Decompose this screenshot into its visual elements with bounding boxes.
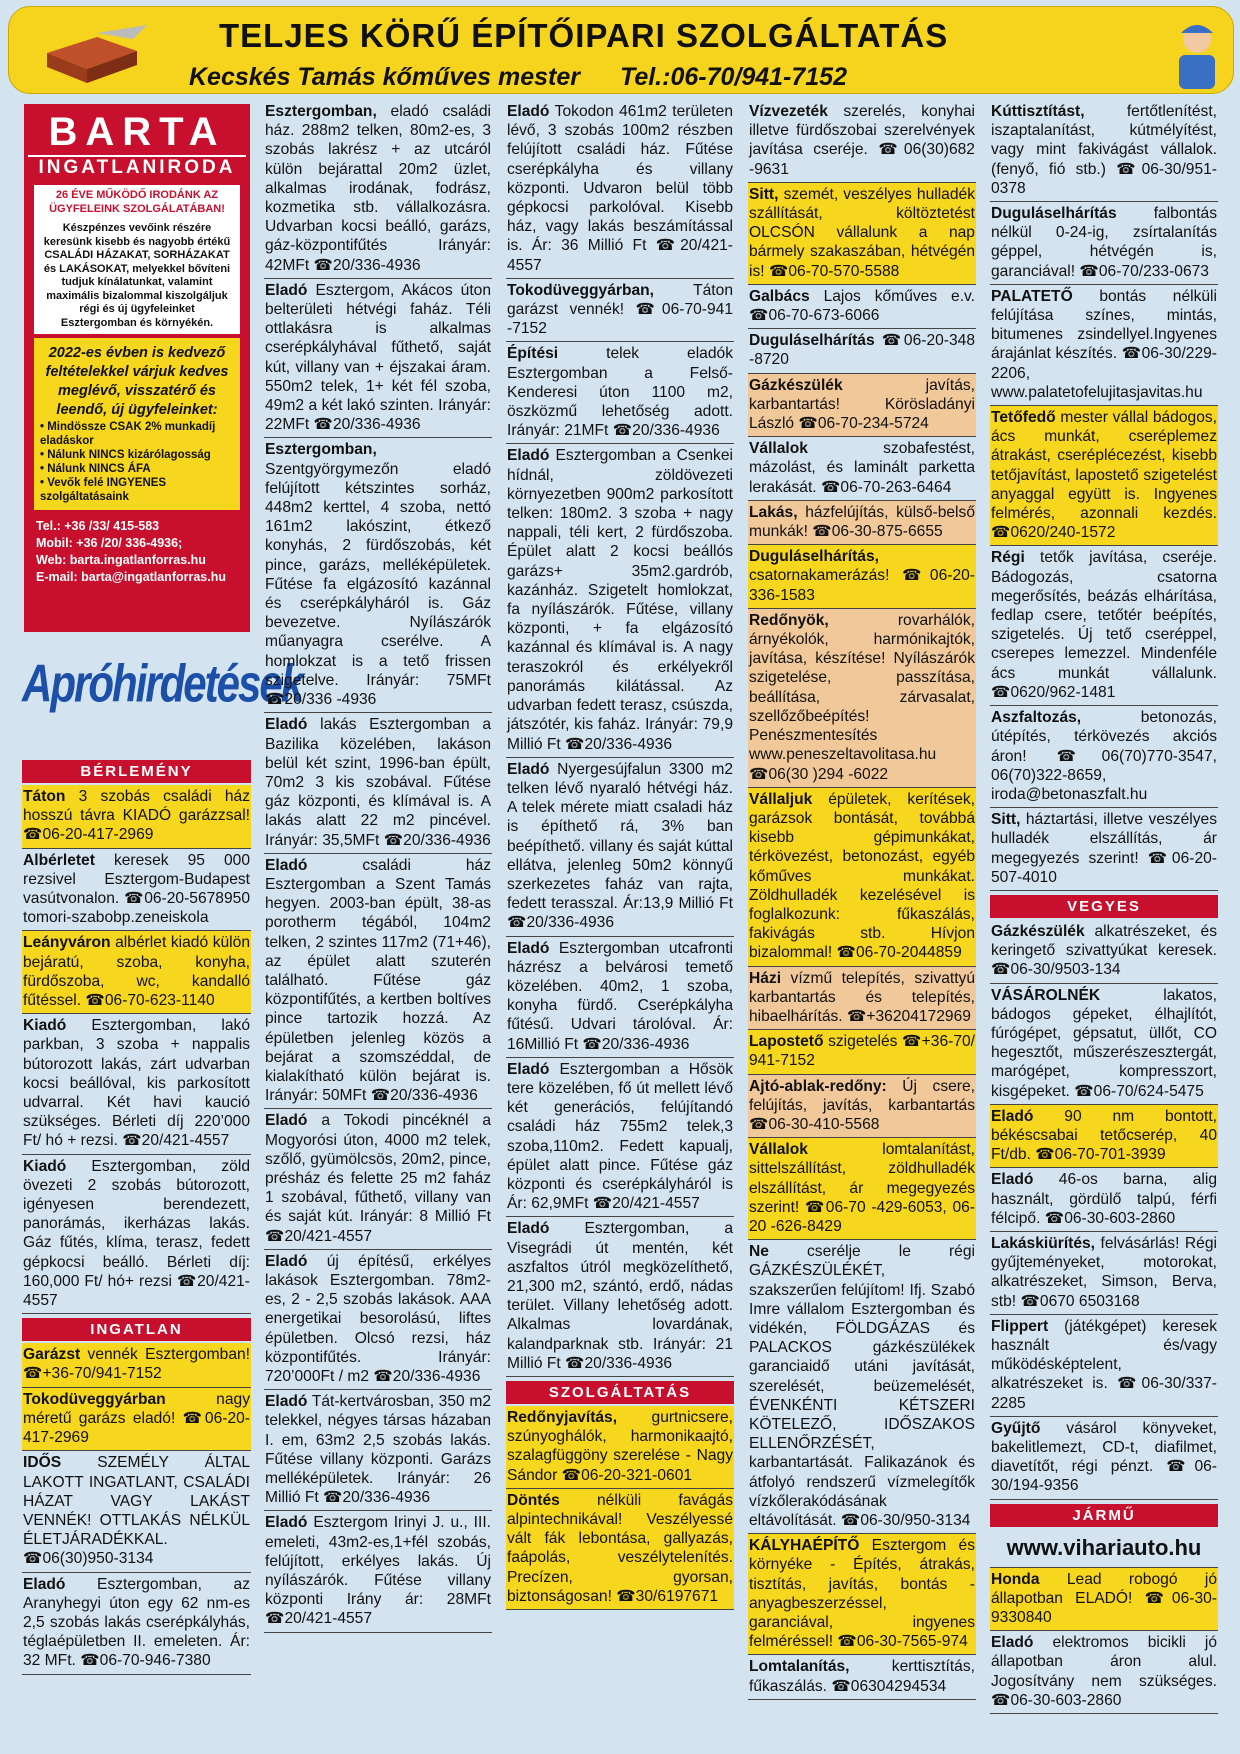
ad-text: szerelés, konyhai illetve fürdőszobai szerelvények javítása cseréje. <box>749 103 975 159</box>
ad-phone[interactable]: ☎ 06-70-673-6066 <box>749 307 879 324</box>
ad-keyword: Eladó <box>23 1575 66 1593</box>
ad-keyword: Sitt, <box>991 811 1021 829</box>
ad-phone[interactable]: ☎ 20/336 -4936 <box>265 691 376 708</box>
classified-ad <box>264 279 492 439</box>
ad-keyword: Kúttisztítást, <box>991 103 1085 120</box>
ad-keyword: Vállaljuk <box>749 790 813 808</box>
ad-keyword: Eladó <box>507 760 550 778</box>
ad-text: Nyergesújfalun 3300 m2 telken lévő nyaraló hétvégi ház. A telek mérete miatt csaladi ház is építhető rá, 3% ban beépíthető. villany és saját kúttal ellátva, jelenleg 50m2 könnyű szerkezetes faház van rajta, fedett terasszal. Ár:13,9 Millió Ft <box>507 760 733 913</box>
ad-keyword: Eladó <box>265 1393 308 1411</box>
ad-keyword: Esztergomban, <box>265 103 377 120</box>
classified-ad <box>506 100 734 279</box>
classified-ad <box>22 1573 251 1675</box>
barta-p3: 2022-es évben is kedvező feltételekkel várjuk kedves meglévő, visszatérő és leendő, új ügyfeleinket: <box>45 345 229 418</box>
ad-text: Esztergom Irinyi J. u., III. emeleti, 43m2-es,1+fél szobás, felújított, erkélyes lakás. Új nyílászárók. Fűtése villany központi Irány ár: 28MFt <box>265 1514 491 1609</box>
ad-phone[interactable]: ☎ 06(70)770-3547, 06(70)322-8659, iroda@betonaszfalt.hu <box>991 748 1217 803</box>
ad-phone[interactable]: ☎ 06-70-623-1140 <box>85 992 214 1009</box>
ad-phone[interactable]: ☎ 0620/240-1572 <box>991 524 1115 541</box>
ad-text: albérlet kiadó külön bejáratú, szoba, konyha, fürdőszoba, wc, kandalló fűtéssel. <box>23 934 250 1010</box>
barta-email[interactable]: E-mail: barta@ingatlanforras.hu <box>36 570 226 584</box>
ad-list <box>22 1343 251 1674</box>
ad-keyword: Sitt, <box>749 185 779 203</box>
ad-phone[interactable]: ☎ 06-30-603-2860 <box>1045 1210 1175 1227</box>
ad-keyword: Aszfaltozás, <box>991 709 1082 727</box>
classified-ad <box>506 1217 734 1377</box>
ad-phone[interactable]: ☎ 06(30)682 -9631 <box>749 141 975 177</box>
ad-text: Esztergomban a Hősök tere közelében, fő út mellett lévő két generációs, felújítandó családi ház 755m2 telek,3 szoba,110m2. Fedett kapualj, épület alatt pince. Fűtése gáz központi és cserépkályháról is Ár: 62,9MFt <box>507 1060 733 1213</box>
classified-ad <box>748 1138 976 1240</box>
ad-keyword: Honda <box>991 1570 1040 1588</box>
ad-text: 90 nm bontott, békéscsabai tetőcserép, 40 Ft/db. <box>991 1107 1217 1164</box>
barta-intro <box>34 185 240 334</box>
ad-keyword: Ajtó-ablak-redőny: <box>749 1077 887 1095</box>
ad-keyword: Ne <box>749 1243 769 1261</box>
ad-phone[interactable]: ☎ 06-70-941 -7152 <box>507 301 733 337</box>
ad-list <box>22 785 251 1314</box>
classified-ad <box>506 937 734 1058</box>
ad-phone[interactable]: ☎ 20/336-4936 <box>565 736 672 753</box>
classified-ad <box>506 279 734 343</box>
classified-ad <box>990 1315 1218 1417</box>
ad-keyword: Lakás, <box>749 503 798 521</box>
ad-phone[interactable]: ☎ 06-20-417-2969 <box>23 1410 250 1446</box>
classified-ad <box>748 967 976 1031</box>
classified-ad <box>748 1075 976 1139</box>
ad-text: csatornakamerázás! <box>749 567 903 585</box>
classified-ad <box>264 1250 492 1390</box>
ad-list <box>990 1568 1218 1714</box>
ad-phone[interactable]: ☎ 20/421-4557 <box>265 1228 372 1245</box>
ad-phone[interactable]: ☎ 06-30-410-5568 <box>749 1116 879 1133</box>
ad-text: épületek, kerítések, garázsok bontását, továbbá kisebb gépimunkákat, térkövezést, betonozást, egyéb kőműves munkákat. Zöldhulladék kezelésével is foglalkozunk: fűkaszálás, fakivágás stb. Hívjon bizalommal! <box>749 790 975 962</box>
ad-phone[interactable]: ☎ 06-30-9330840 <box>991 1590 1217 1626</box>
ad-phone[interactable]: ☎ 06304294534 <box>831 1678 946 1695</box>
ad-keyword: Albérletet <box>23 851 95 869</box>
ad-phone[interactable]: ☎ 20/336-4936 <box>314 257 421 274</box>
ad-text: Esztergomban, zöld övezeti 2 szobás bútorozott, igényesen berendezett, panorámás, ikerházas lakás. Gáz fűtés, klíma, terasz, fedett gépkocsi beálló. Bérleti díj: 160,000 Ft/ hó+ rezsi <box>23 1157 250 1290</box>
banner-subtitle <box>189 63 847 92</box>
barta-offer <box>34 338 240 510</box>
classified-ad <box>990 1631 1218 1714</box>
ad-text: házfelújítás, külső-belső munkák! <box>749 503 975 541</box>
section-berlemeny: BÉRLEMÉNY <box>22 760 251 783</box>
ad-keyword: Eladó <box>265 281 308 299</box>
ad-keyword: VÁSÁROLNÉK <box>991 986 1101 1004</box>
classified-ad <box>506 758 734 937</box>
worker-icon <box>1167 17 1227 91</box>
ad-phone[interactable]: ☎ 06-30/337-2285 <box>991 1375 1217 1411</box>
column-1 <box>22 756 251 1675</box>
ad-text: 3 szobás családi ház hosszú távra KIADÓ garázzsal! <box>23 788 250 825</box>
ad-text: Esztergomban, az Aranyhegyi úton egy 62 nm-es 2,5 szobás lakás cserépkályhás, téglaépületben II. emeleten. Ár: 32 MFt. <box>23 1575 250 1670</box>
classified-ad <box>990 706 1218 808</box>
ad-list <box>990 100 1218 891</box>
classified-ad <box>990 285 1218 406</box>
ad-phone[interactable]: ☎ 20/336-4936 <box>565 1355 672 1372</box>
ad-text: nagy méretű garázs eladó! <box>23 1390 250 1427</box>
ad-phone[interactable]: ☎ 06-20-348 -8720 <box>749 332 975 368</box>
ad-keyword: Eladó <box>507 1060 550 1078</box>
classified-ad <box>748 183 976 285</box>
ad-text: Tokodon 461m2 területen lévő, 3 szobás 100m2 részben felújított családi ház. Fűtése cserépkályha és villany központi. Udvaron belül több gépkocsi parkolóval. Kisebb ház, vagy lakás beszámítással is. Ár: 36 Millió Ft <box>507 103 733 255</box>
ad-text: Esztergomban, a Visegrádi út mentén, két aszfaltos útról megközelíthető, 21,300 m2, szántó, erdő, nádas terület. Villany lehetőség adott. Alkalmas lovardának, kalandparknak stb. Irányár: 21 Millió Ft <box>507 1220 733 1372</box>
ad-keyword: Gyűjtő <box>991 1419 1041 1437</box>
classified-ad <box>506 444 734 757</box>
barta-b1: • Mindössze CSAK 2% munkadíj eladáskor <box>40 421 216 447</box>
classified-ad <box>22 1014 251 1154</box>
ad-phone[interactable]: ☎ 06-70-946-7380 <box>80 1652 210 1669</box>
classified-ad <box>22 1451 251 1572</box>
ad-phone[interactable]: ☎ 20/336-4936 <box>613 422 720 439</box>
ad-keyword: Eladó <box>507 1220 550 1238</box>
classified-ad <box>22 1388 251 1452</box>
ad-phone[interactable]: ☎ 20/336-4936 <box>314 416 421 433</box>
ad-text: lomtalanítást, sittelszállítást, zöldhulladék elszállítást, ár megegyezés szerint! <box>749 1141 975 1216</box>
ad-phone[interactable]: ☎ 20/421-4557 <box>265 1610 372 1627</box>
ad-keyword: Eladó <box>991 1171 1034 1189</box>
ad-keyword: Esztergomban, <box>265 441 377 459</box>
ad-text: lakatos, bádogos gépeket, élhajlítót, fúrógépet, gépsatut, üllőt, CO hegesztőt, műszerészesztergát, marógépet, kompresszort, kisgépeket. <box>991 986 1217 1100</box>
ad-phone[interactable]: ☎ 06-20-336-1583 <box>749 567 975 603</box>
ad-text: alkatrészeket, és keringető szivattyúkat keresek. <box>991 922 1217 960</box>
ad-text: telek eladók Esztergomban a Felső-Kenderesi úton 1100 m2, öszközmű lehetőség adott. Irányár: 21MFt <box>507 345 733 440</box>
banner-title: TELJES KÖRŰ ÉPÍTŐIPARI SZOLGÁLTATÁS <box>219 17 949 54</box>
classified-ad <box>264 438 492 713</box>
classified-ad <box>22 1155 251 1315</box>
classified-ad <box>264 1511 492 1632</box>
column-3 <box>506 100 734 1610</box>
ad-keyword: Eladó <box>507 939 550 957</box>
ad-text: keresek 95 000 rezsivel Esztergom-Budapest vasútvonalon. <box>23 851 250 908</box>
classified-ad <box>990 202 1218 285</box>
ad-keyword: Galbács <box>749 287 810 305</box>
ad-text: vásárol könyveket, bakelitlemezt, CD-t, diafilmet, diavetítőt, régi pénzt. <box>991 1419 1217 1476</box>
ad-text: szobafestést, mázolást, és laminált parketta lerakását. <box>749 440 975 496</box>
ad-text: (játékgépet) keresek használt és/vagy működésképtelent, alkatrészeket is. <box>991 1317 1217 1393</box>
classified-ad <box>748 609 976 788</box>
ad-keyword: Tokodüveggyárban, <box>507 281 655 299</box>
ad-text: javítás, karbantartás! Körösladányi László <box>749 376 975 433</box>
column-4 <box>748 100 976 1700</box>
ad-phone[interactable]: ☎ 20/336-4936 <box>384 832 491 849</box>
ad-keyword: Duguláselhárítás <box>749 332 875 350</box>
ad-phone[interactable]: ☎ 06-30/951-0378 <box>991 161 1217 197</box>
ad-keyword: Eladó <box>991 1107 1034 1125</box>
ad-keyword: Táton <box>23 788 66 805</box>
ad-text: Esztergomban utcafronti házrész a belvárosi temető közelében. 40m2, 1 szoba, konyha fürdő. Cserépkályha fűtésű. Udvari tárolóval. Ár: 16Millió Ft <box>507 939 733 1053</box>
ad-text: a Tokodi pincéknél a Mogyorósi úton, 4000 m2 telek, szőlő, gyümölcsös, 20m2, pince, présház és felette 25 m2 faház 1 szobával, fűthető, villany van és saját kút. Irányár: 8 Millió Ft <box>265 1112 491 1226</box>
ad-phone[interactable]: ☎ 20/336-4936 <box>323 1489 430 1506</box>
ad-keyword: Vállalok <box>749 1141 808 1159</box>
ad-text: cserélje le régi GÁZKÉSZÜLÉKÉT, szakszerűen felújítom! Ifj. Szabó Imre vállalom Esztergomban és vidékén, FÖLDGÁZAS és PALACKOS gázkészülékek garanciaidő utáni javítását, szerelését, beüzemelését, ÉVENKÉNTI KÉTSZERI KÖTELEZŐ, IDŐSZAKOS ELLENŐRZÉSÉT, karbantartását. Falikazánok és átfolyó rendszerű vízmelegítők vízkőlerakódásának eltávolítását. <box>749 1243 975 1530</box>
classified-ad <box>990 1568 1218 1632</box>
ad-text: felvásárlás! Régi gyűjteményeket, motorokat, alkatrészeket, Simson, Berva, stb! <box>991 1234 1217 1310</box>
ad-keyword: Tetőfedő <box>991 409 1056 427</box>
classified-ad <box>990 1168 1218 1232</box>
barta-web[interactable]: Web: barta.ingatlanforras.hu <box>36 553 206 567</box>
ad-text: betonozás, útépítés, térkövezés akciós áron! <box>991 709 1217 765</box>
ad-phone[interactable]: ☎ 20/421-4557 <box>23 1273 250 1309</box>
ad-text: gurtnicsere, szúnyoghálók, harmonikaajtó, szalagfüggöny szerelése - Nagy Sándor <box>507 1409 733 1484</box>
classified-ad <box>264 1109 492 1249</box>
ad-phone[interactable]: ☎ +36204172969 <box>847 1008 971 1025</box>
classified-ad <box>748 545 976 609</box>
ad-phone[interactable]: ☎ 20/336-4936 <box>507 914 614 931</box>
ad-keyword: Kiadó <box>23 1157 67 1175</box>
classified-ad <box>748 437 976 501</box>
ad-keyword: Duguláselhárítás <box>991 205 1117 223</box>
section-szolgaltatas: SZOLGÁLTATÁS <box>506 1381 734 1404</box>
banner-name: Kecskés Tamás kőműves mester <box>189 63 580 91</box>
section-ingatlan: INGATLAN <box>22 1318 251 1341</box>
classified-ad <box>990 808 1218 891</box>
ad-phone[interactable]: ☎ 06-20-5678950 tomori-szabobp.zeneiskola <box>23 890 250 926</box>
ad-keyword: Építési <box>507 345 559 363</box>
ad-keyword: Eladó <box>507 103 550 120</box>
classified-ad <box>748 100 976 183</box>
classified-ad <box>22 785 251 849</box>
ad-text: bontás nélküli felújítása színes, mintás, bitumenes zsindellyel.Ingyenes árajánlat készítés. <box>991 287 1217 363</box>
barta-p1: 26 ÉVE MŰKÖDŐ IRODÁNK AZ ÜGYFELEINK SZOLGÁLATÁBAN! <box>49 189 225 215</box>
classified-ad <box>506 1406 734 1489</box>
ad-text: fertőtlenítést, iszaptalanítást, kútmélyítést, vagy mint fakivágást vállalok. (fenyő, fió stb.) <box>991 103 1217 178</box>
ad-text: háztartási, illetve veszélyes hulladék elszállítás, ár megegyezés szerint! <box>991 811 1217 867</box>
ad-list <box>990 920 1218 1500</box>
ad-text: nélküli favágás alpintechnikával! Veszélyessé vált fák lebontása, gallyazás, faápolás, veszélytelenítés. Precízen, gyorsan, biztonságosan! <box>507 1491 733 1605</box>
ad-keyword: Eladó <box>991 1634 1034 1652</box>
barta-b4: • Vevők felé INGYENES szolgáltatásaink <box>40 477 167 503</box>
ad-phone[interactable]: ☎ 06(30)950-3134 <box>23 1550 153 1567</box>
ad-phone[interactable]: ☎ 06-70-570-5588 <box>769 263 899 280</box>
ad-keyword: Eladó <box>265 856 308 874</box>
ad-keyword: Redőnyjavítás, <box>507 1409 618 1426</box>
ad-phone[interactable]: ☎ 06-70/233-0673 <box>1079 263 1209 280</box>
ad-phone[interactable]: ☎ 20/336-4936 <box>371 1087 478 1104</box>
ad-keyword: Eladó <box>265 1112 308 1130</box>
ad-list <box>506 100 734 1377</box>
ad-phone[interactable]: ☎ 20/421-4557 <box>593 1195 700 1212</box>
ad-keyword: PALATETŐ <box>991 287 1073 305</box>
ad-phone[interactable]: ☎ 06-30/950-3134 <box>841 1512 971 1529</box>
ad-phone[interactable]: ☎ 06-70-234-5724 <box>798 415 928 432</box>
ad-text: családi ház Esztergomban a Szent Tamás hegyen. 2003-ban épült, 38-as porotherm tégából, 104m2 telken, 2 szintes 117m2 (71+46), az épület alatt szuterén található. Fűtése gáz központifűtés, a kertben boltíves pince tartozik hozzá. Az épületben jelenleg közös a bejárat a szomszéddal, de kialakítható külön bejárat is. Irányár: 50MFt <box>265 856 491 1105</box>
ad-text: Esztergomban a Csenkei hídnál, zöldövezeti környezetben 900m2 parkosított telken: 180m2. 3 szoba + nagy nappali, téli kert, 2 fürdőszoba. Épület alatt 2 kocsi beállós garázs+ 35m2.gardrób, kazánház. Szigetelt homlokzat, fa nyílászárók. Fűtése, villany központi, + fa elgázosító kazánnal és klímával is. A nagy teraszokról és erkélyekről panorámás kilátással. Az udvarban fedett terasz, csúszda, játszótér, kis faház. Irányár: 79,9 Millió Ft <box>507 447 733 753</box>
ad-phone[interactable]: ☎ 30/6197671 <box>616 1588 718 1605</box>
ad-keyword: Flippert <box>991 1317 1049 1335</box>
ad-list <box>264 100 492 1633</box>
ad-phone[interactable]: ☎ 06-20-321-0601 <box>562 1467 692 1484</box>
ad-phone[interactable]: ☎ 20/421-4557 <box>507 237 733 273</box>
ad-text: vízmű telepítés, szivattyú karbantartás és telepítés, hibaelhárítás. <box>749 969 975 1025</box>
ad-phone[interactable]: ☎ +36-70/941-7152 <box>23 1365 162 1382</box>
ad-keyword: IDŐS <box>23 1454 62 1472</box>
column-5 <box>990 100 1218 1714</box>
classified-ad <box>264 1390 492 1511</box>
classified-ad <box>506 1489 734 1610</box>
ad-keyword: Duguláselhárítás, <box>749 548 879 566</box>
ad-keyword: Vízvezeték <box>749 103 828 120</box>
ad-text: vennék Esztergomban! <box>80 1346 250 1364</box>
classified-ad <box>22 931 251 1014</box>
ad-keyword: Vállalok <box>749 440 808 458</box>
ad-keyword: KÁLYHAÉPÍTŐ <box>749 1537 860 1555</box>
brick-trowel-icon <box>37 23 152 87</box>
ad-phone[interactable]: ☎ 0620/962-1481 <box>991 684 1115 701</box>
vihari-link[interactable]: www.vihariauto.hu <box>990 1529 1218 1568</box>
section-title: Apróhirdetések <box>22 654 303 713</box>
ad-text: Esztergom és környéke - Építés, átrakás, tisztítás, javítás, bontás - anyagbeszerzéssel, garanciával, ingyenes felméréssel! <box>749 1537 975 1651</box>
ad-keyword: Lomtalanítás, <box>749 1658 850 1676</box>
banner-phone: Tel.:06-70/941-7152 <box>619 63 847 91</box>
classified-ad <box>506 342 734 444</box>
classified-ad <box>506 1058 734 1218</box>
ad-text: Esztergomban, lakó parkban, 3 szoba + nappalis bútorozott lakás, zárt udvarban kocsi beállóval, kis parkosított udvarral. Két havi kaució szükséges. Bérleti díj 220’000 Ft/ hó + rezsi. <box>23 1017 250 1150</box>
classified-ad <box>990 100 1218 202</box>
ad-keyword: Leányváron <box>23 934 111 952</box>
ad-keyword: Eladó <box>265 1514 308 1532</box>
ad-phone[interactable]: ☎ 06-70-2044859 <box>837 944 962 961</box>
ad-text: 46-os barna, alig használt, gördülő talpú, férfi félcipő. <box>991 1171 1217 1227</box>
barta-title: BARTA <box>48 110 226 154</box>
section-jarmu: JÁRMŰ <box>990 1504 1218 1527</box>
barta-tel: Tel.: +36 /33/ 415-583 <box>36 519 160 533</box>
ad-text: új építésű, erkélyes lakások Esztergomban. 78m2-es, 2 - 2,5 szobás lakások. AAA energetikai besorolású, liftes épületben. Olcsó rezsi, ház központifűtés. Irányár: 720’000Ft / m2 <box>265 1252 491 1385</box>
ad-text: Új csere, felújítás, javítás, karbantartás <box>749 1077 975 1114</box>
ad-text: rovarhálók, árnyékolók, harmónikajtók, javítása, készítése! Nyílászárók szigetelése, passzítása, beállítása, zárvasalat, szellőzőbeépítés! Penészmentesítés www.peneszeltavolitasa.hu <box>749 611 975 764</box>
classified-ad <box>990 1232 1218 1315</box>
header-banner <box>8 6 1234 94</box>
ad-phone[interactable]: ☎ 06-70/624-5475 <box>1074 1083 1204 1100</box>
classified-ad <box>748 1534 976 1655</box>
ad-phone[interactable]: ☎ 06-30-603-2860 <box>991 1692 1121 1709</box>
ad-keyword: Gázkészülék <box>991 922 1085 940</box>
ad-keyword: Eladó <box>265 716 308 734</box>
ad-phone[interactable]: ☎ 06-20-507-4010 <box>991 850 1217 886</box>
ad-keyword: Lakáskiürítés, <box>991 1234 1096 1252</box>
ad-phone[interactable]: ☎ +36-70/ 941-7152 <box>749 1033 975 1069</box>
column-2 <box>264 100 492 1633</box>
classified-ad <box>990 984 1218 1105</box>
section-vegyes: VEGYES <box>990 895 1218 918</box>
classified-ad <box>990 406 1218 546</box>
ad-text: Szentgyörgymezőn eladó felújított kétszintes sorház, 448m2 kerttel, 4 szoba, nettó 161m2 lakószint, étkező konyhás, 2 fürdőszobás, két pince, garázs, melléképületek. Fűtése fa elgázosító kazánnal és cserépkályháról is. Gáz bevezetve. Nyílászárók műanyagra cserélve. A homlokzat is a tető frissen szigetelve. Irányár: 75MFt <box>265 460 491 689</box>
classified-ad <box>264 713 492 853</box>
ad-text: szemét, veszélyes hulladék szállítását, költöztetést OLCSÓN vállalunk a nap bármely szakaszában, hétvégén is! <box>749 185 975 280</box>
ad-keyword: Gázkészülék <box>749 376 843 394</box>
classified-ad <box>264 854 492 1110</box>
ad-phone[interactable]: ☎ 20/336-4936 <box>373 1368 480 1385</box>
ad-keyword: Redőnyök, <box>749 611 829 629</box>
ad-phone[interactable]: ☎ 20/336-4936 <box>582 1036 689 1053</box>
ad-text: elektromos bicikli jó állapotban áron alul. Jogosítvány nem szükséges. <box>991 1634 1217 1690</box>
ad-keyword: Régi <box>991 549 1025 567</box>
ad-phone[interactable]: ☎ 06-70-263-6464 <box>821 479 951 496</box>
ad-phone[interactable]: ☎ 06-70 -429-6053, 06-20 -626-8429 <box>749 1199 975 1235</box>
ad-text: kerttisztítás, fűkaszálás. <box>749 1658 975 1695</box>
ad-keyword: Házi <box>749 969 782 987</box>
barta-p2: Készpénzes vevőink részére keresünk kisebb és nagyobb értékű CSALÁDI HÁZAKAT, SORHÁZAKAT és LAKÁSOKAT, melyekkel bővíteni tudjuk kínálatunkat, valamint maximális bizalommal kiszolgáljuk régi és új ügyfeleinket Esztergomban és környékén. <box>43 222 231 329</box>
ad-text: szigetelés <box>823 1033 902 1051</box>
ad-text: falbontás nélkül 0-24-ig, zsírtalanítás géppel, hétvégén is, garanciával! <box>991 205 1217 280</box>
barta-b3: • Nálunk NINCS ÁFA <box>40 463 151 475</box>
ad-keyword: Kiadó <box>23 1017 67 1035</box>
classified-ad <box>748 285 976 329</box>
ad-text: Lead robogó jó állapotban ELADÓ! <box>991 1570 1217 1607</box>
ad-phone[interactable]: ☎ 06-30/229-2206, www.palatetofelujitasjavitas.hu <box>991 345 1217 400</box>
ad-phone[interactable]: ☎ 20/421-4557 <box>122 1132 229 1149</box>
ad-text: mester vállal bádogos, ács munkát, cseréplemez átrakást, cseréplécezést, kisebb tetőjavítást, lapostető szigetelést anyaggal együtt is. Ingyenes felmérés, azonnali kezdés. <box>991 409 1217 523</box>
classified-ad <box>748 788 976 967</box>
ad-text <box>875 332 882 349</box>
ad-text: Esztergom, Akácos úton belterületi hétvégi faház. Téli ottlakásra is alkalmas cserépkályhával fűthető, saját kút, villany van + éjszakai áram. 550m2 telek, 1+ két fél szoba, 49m2 a két lakó szinten. Irányár: 22MFt <box>265 281 491 434</box>
barta-b2: • Nálunk NINCS kizárólagosság <box>40 449 211 461</box>
ad-phone[interactable]: ☎ 06-20-417-2969 <box>23 826 153 843</box>
barta-mobile: Mobil: +36 /20/ 336-4936; <box>36 536 183 550</box>
ad-text: eladó családi ház. 288m2 telken, 80m2-es, 3 szobás lakrész + az utcáról külön bejárattal 20m2 üzlet, alkalmas irodának, fodrász, kozmetika stb. vállalkozásra. Udvarban kocsi beálló, garázs, gáz-központifűtés Irányár: 42MFt <box>265 103 491 274</box>
ad-text: tetők javítása, cseréje. Bádogozás, csatorna megerősítés, beázás elhárítása, fedlap csere, tetőtér beépítés, szigetelés. Új tető cseréppel, cserepes lemezzel. Mindenféle ács munkát vállalunk. <box>991 549 1217 682</box>
classified-ad <box>748 501 976 545</box>
ad-text: Táton garázst vennék! <box>507 281 733 319</box>
ad-phone[interactable]: ☎ 06-30/9503-134 <box>991 961 1121 978</box>
ad-keyword: Tokodüveggyárban <box>23 1390 166 1408</box>
classified-ad <box>264 100 492 279</box>
classified-ad <box>748 1030 976 1074</box>
barta-contacts <box>24 514 250 590</box>
ad-phone[interactable]: ☎ 0670 6503168 <box>1020 1293 1139 1310</box>
classified-ad <box>990 1105 1218 1169</box>
ad-list <box>748 100 976 1700</box>
ad-text: Tát-kertvárosban, 350 m2 telekkel, négyes társas házaban I. em, 63m2 2,5 szobás lakás. Fűtése villany központi. Garázs melléképületek. Irányár: 26 Millió Ft <box>265 1393 491 1507</box>
classified-ad <box>748 329 976 373</box>
classified-ad <box>748 1240 976 1534</box>
ad-keyword: Eladó <box>265 1252 308 1270</box>
ad-text: SZEMÉLY ÁLTAL LAKOTT INGATLANT, CSALÁDI HÁZAT VAGY LAKÁST VENNÉK! OTTLAKÁS NÉLKÜL ÉLETJÁRADÉKKAL. <box>23 1454 250 1549</box>
classified-ad <box>22 1343 251 1387</box>
barta-subtitle: INGATLANIRODA <box>28 155 246 179</box>
ad-text: lakás Esztergomban a Bazilika közelében, lakáson belül két szint, 1996-ban épült, 70m2 3 kis szobával. Fűtése gáz központi, és klímával is. A lakás alatt 22 m2 pincével. Irányár: 35,5MFt <box>265 716 491 849</box>
ad-phone[interactable]: ☎ 06(30 )294 -6022 <box>749 766 888 783</box>
classified-ad <box>990 546 1218 706</box>
classified-ad <box>748 374 976 438</box>
ad-phone[interactable]: ☎ 06-30/194-9356 <box>991 1458 1217 1494</box>
ad-phone[interactable]: ☎ 06-70-701-3939 <box>1035 1146 1165 1163</box>
ad-list <box>506 1406 734 1610</box>
ad-keyword: Döntés <box>507 1491 560 1509</box>
classified-ad <box>990 920 1218 984</box>
classified-ad <box>748 1655 976 1699</box>
ad-keyword: Lapostető <box>749 1033 824 1051</box>
classified-ad <box>990 1417 1218 1500</box>
barta-ad <box>24 104 250 632</box>
ad-phone[interactable]: ☎ 06-30-875-6655 <box>812 523 942 540</box>
ad-keyword: Eladó <box>507 447 550 465</box>
classified-ad <box>22 849 251 932</box>
ad-text: Lajos kőműves e.v. <box>809 287 975 305</box>
ad-keyword: Garázst <box>23 1346 81 1364</box>
ad-phone[interactable]: ☎ 06-30-7565-974 <box>837 1633 967 1650</box>
